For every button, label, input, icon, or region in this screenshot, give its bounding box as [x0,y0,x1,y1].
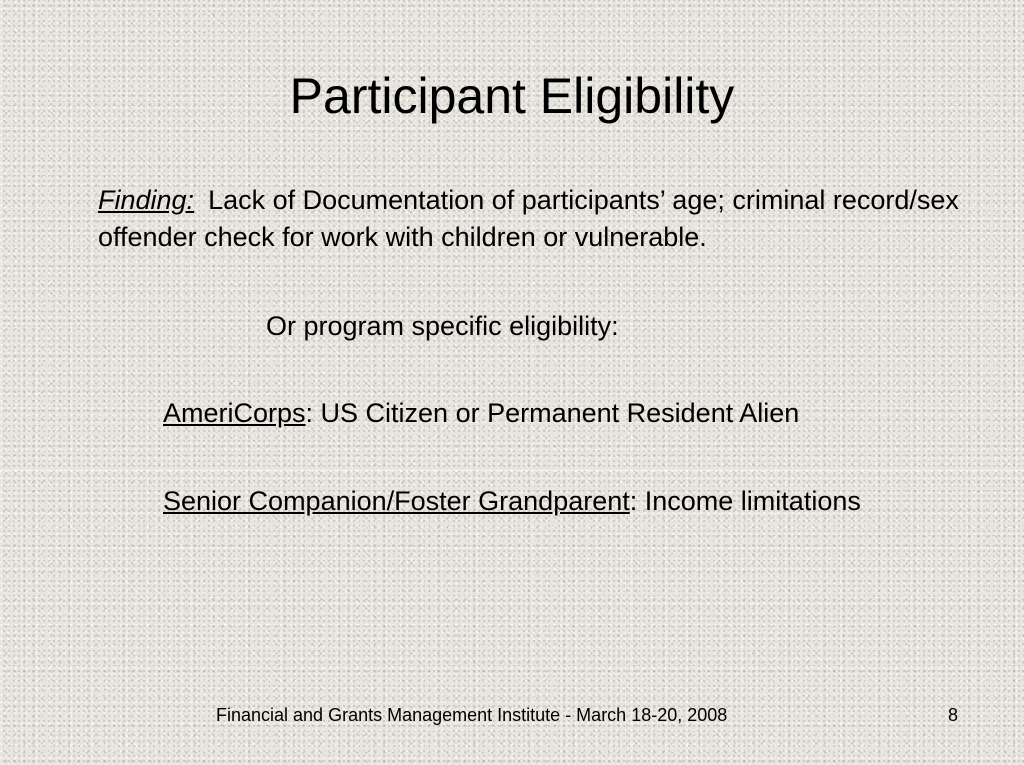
page-number: 8 [948,705,959,725]
senior-companion-line [145,483,865,520]
finding-paragraph [98,182,978,256]
senior-label: Senior Companion/Foster Grandparent [163,486,630,516]
senior-text: : Income limitations [629,486,861,516]
americorps-label: AmeriCorps [163,398,306,428]
finding-text: Lack of Documentation of participants’ age; criminal record/sex offender check for work with children or vulnerable. [98,185,959,252]
americorps-line [163,395,799,432]
footer-text: Financial and Grants Management Institute - March 18-20, 2008 [216,705,728,725]
slide-title: Participant Eligibility [289,68,735,124]
finding-label: Finding: [98,185,195,215]
program-specific-heading: Or program specific eligibility: [266,311,619,341]
background-seam-horizontal [0,470,1024,471]
americorps-text: : US Citizen or Permanent Resident Alien [305,398,800,428]
